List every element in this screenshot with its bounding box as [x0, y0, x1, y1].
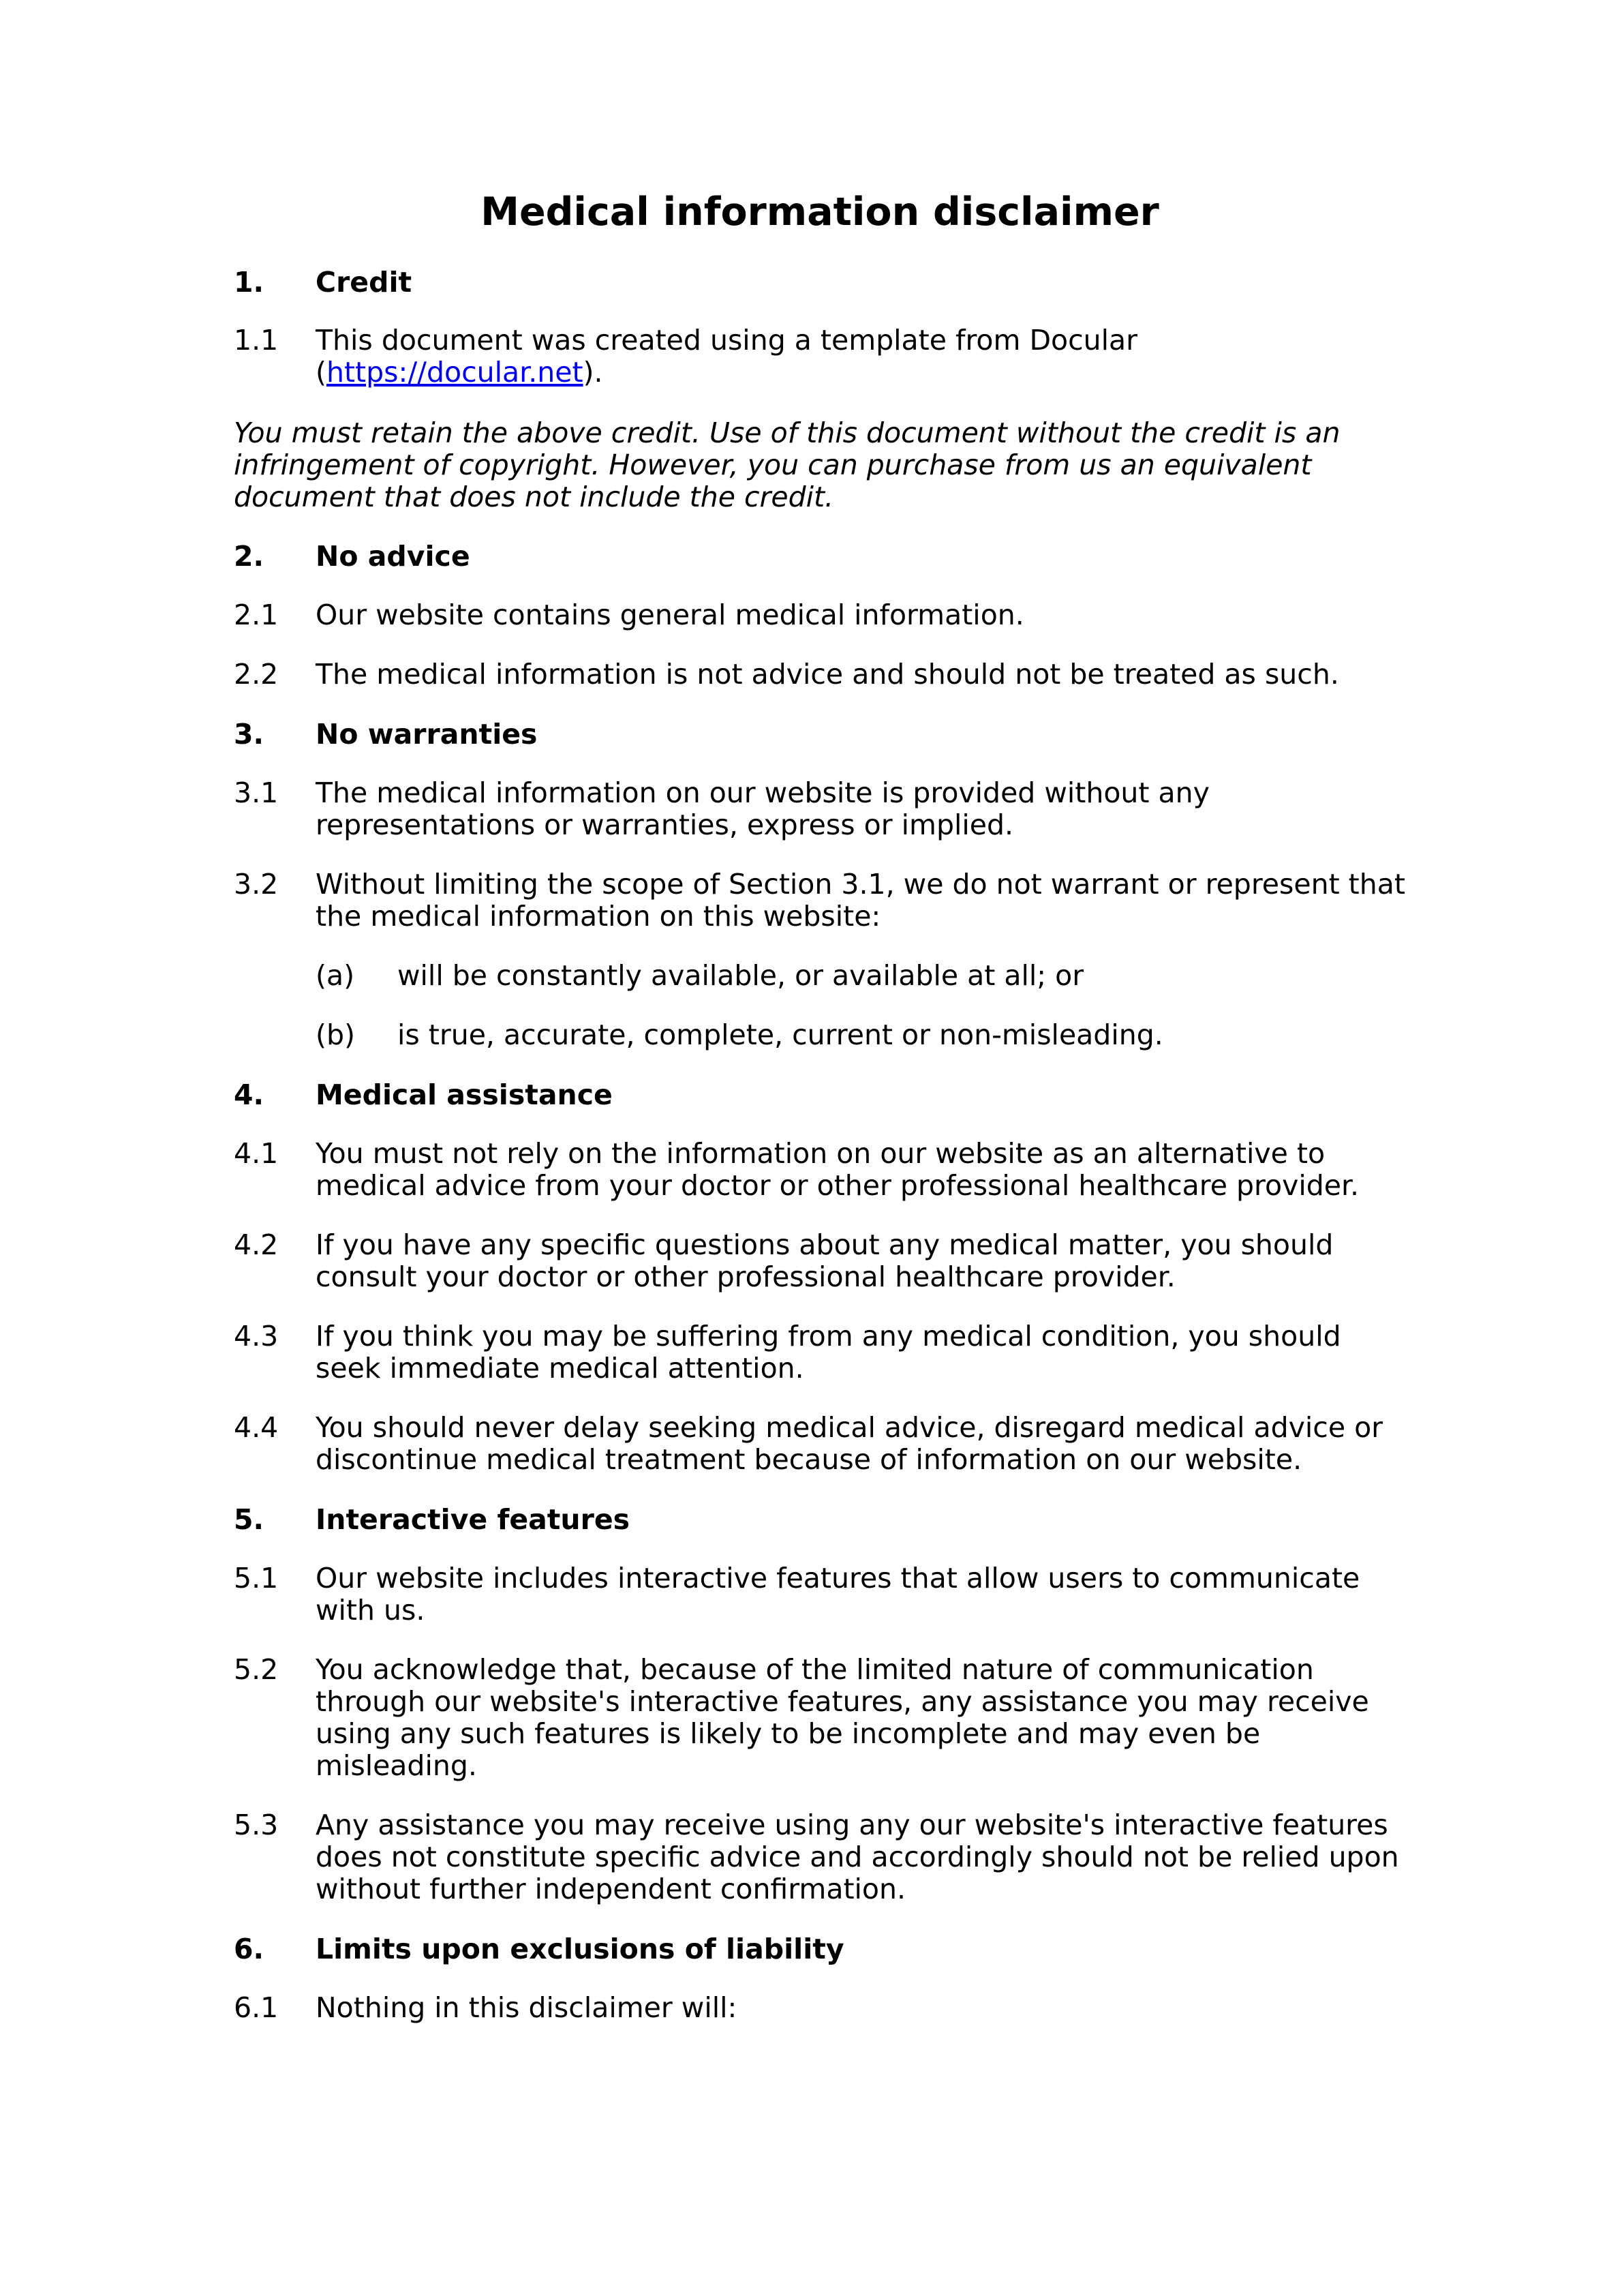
clause-number: 4.1: [234, 1137, 279, 1170]
clause-number: 6.1: [234, 1991, 279, 2024]
subclause-text: will be constantly available, or available at all; or: [397, 959, 1084, 992]
section-number: 4.: [234, 1078, 264, 1111]
clause-text: Without limiting the scope of Section 3.1, we do not warrant or represent that the medical information on this website:: [316, 868, 1405, 933]
clause-number: 3.1: [234, 776, 279, 809]
section-title: No advice: [316, 540, 470, 573]
clause-text: You should never delay seeking medical advice, disregard medical advice or discontinue medical treatment because of information on our website.: [316, 1411, 1383, 1476]
section-number: 2.: [234, 540, 264, 573]
docular-link[interactable]: https://docular.net: [326, 356, 583, 389]
clause-text: The medical information on our website is provided without any representations or warranties, express or implied.: [316, 776, 1210, 841]
clause-number: 4.2: [234, 1228, 279, 1261]
section-title: Credit: [316, 266, 412, 299]
clause-number: 2.2: [234, 658, 279, 691]
section-number: 6.: [234, 1933, 264, 1965]
section-title: Medical assistance: [316, 1078, 613, 1111]
clause-number: 5.2: [234, 1653, 279, 1686]
subclause-number: (b): [316, 1018, 356, 1051]
clause-text: Our website contains general medical information.: [316, 599, 1024, 631]
section-title: No warranties: [316, 718, 538, 751]
clause-text: Any assistance you may receive using any our website's interactive features does not constitute specific advice and accordingly should not be relied upon without further independent confirmation.: [316, 1809, 1399, 1905]
section-number: 3.: [234, 718, 264, 751]
clause-text: You must not rely on the information on our website as an alternative to medical advice from your doctor or other professional healthcare provider.: [316, 1137, 1360, 1202]
clause-number: 4.3: [234, 1320, 279, 1353]
section-number: 5.: [234, 1503, 264, 1536]
section-title: Limits upon exclusions of liability: [316, 1933, 844, 1965]
clause-text: If you have any specific questions about any medical matter, you should consult your doctor or other professional healthcare provider.: [316, 1228, 1334, 1293]
clause-number: 5.1: [234, 1562, 279, 1595]
clause-text: [316, 324, 1406, 389]
clause-number: 1.1: [234, 324, 279, 357]
credit-retention-note: You must retain the above credit. Use of this document without the credit is an infringement of copyright. However, you can purchase from us an equivalent document that does not include the credit.: [234, 417, 1341, 513]
clause-text: The medical information is not advice and should not be treated as such.: [316, 658, 1339, 691]
section-title: Interactive features: [316, 1503, 630, 1536]
clause-text-before-link: This document was created using a template from Docular (: [316, 324, 1138, 389]
subclause-number: (a): [316, 959, 355, 992]
clause-text: If you think you may be suffering from any medical condition, you should seek immediate medical attention.: [316, 1320, 1341, 1385]
document-title: Medical information disclaimer: [480, 190, 1159, 235]
clause-text: You acknowledge that, because of the limited nature of communication through our website's interactive features, any assistance you may receive using any such features is likely to be incomplete and may even be misleading.: [316, 1653, 1369, 1782]
clause-number: 5.3: [234, 1809, 279, 1841]
clause-text: Our website includes interactive features that allow users to communicate with us.: [316, 1562, 1360, 1627]
clause-text-after-link: ).: [583, 356, 603, 389]
section-number: 1.: [234, 266, 264, 299]
subclause-text: is true, accurate, complete, current or non-misleading.: [397, 1018, 1163, 1051]
clause-number: 2.1: [234, 599, 279, 631]
clause-number: 3.2: [234, 868, 279, 901]
clause-text: Nothing in this disclaimer will:: [316, 1991, 737, 2024]
clause-number: 4.4: [234, 1411, 279, 1444]
